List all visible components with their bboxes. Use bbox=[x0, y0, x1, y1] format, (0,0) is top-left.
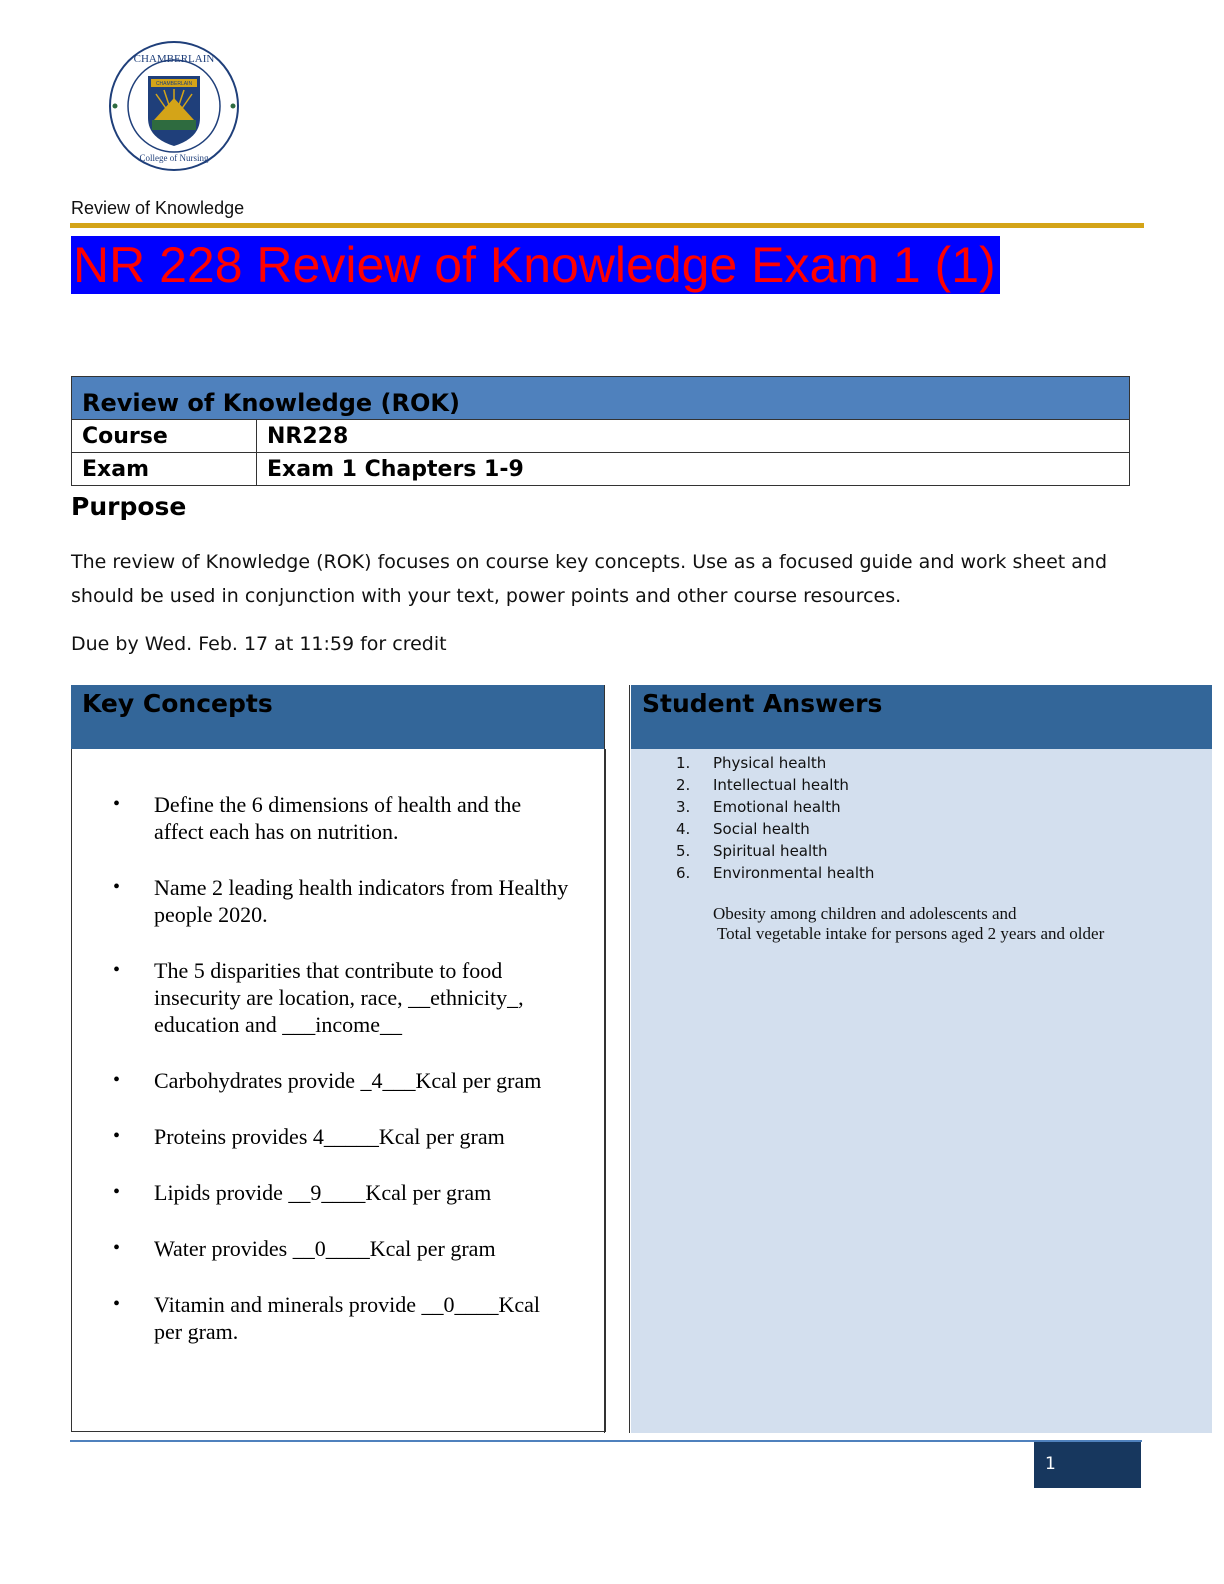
info-table-value: Exam 1 Chapters 1-9 bbox=[257, 453, 1130, 486]
student-answers-panel bbox=[631, 749, 1212, 1433]
student-answers-heading: Student Answers bbox=[642, 689, 883, 718]
key-concepts-header bbox=[71, 685, 607, 749]
list-item: • Name 2 leading health indicators from Healthy people 2020. bbox=[113, 874, 573, 928]
key-concepts-panel bbox=[71, 749, 606, 1432]
list-item bbox=[676, 774, 874, 796]
info-table-header-row bbox=[72, 377, 1130, 420]
student-answers-header bbox=[631, 685, 1212, 749]
list-item: • Proteins provides 4_____Kcal per gram bbox=[113, 1123, 573, 1150]
chamberlain-logo bbox=[108, 40, 240, 172]
list-item: • The 5 disparities that contribute to food insecurity are location, race, __ethnicity_, education and ___income__ bbox=[113, 957, 573, 1038]
list-number: 6. bbox=[676, 864, 691, 882]
list-text: Emotional health bbox=[713, 798, 841, 816]
footer-rule bbox=[70, 1440, 1142, 1442]
key-concepts-list bbox=[113, 791, 573, 1345]
health-indicators-answer bbox=[713, 904, 1104, 944]
column-divider bbox=[604, 685, 630, 1433]
list-item bbox=[676, 752, 874, 774]
header-label: Review of Knowledge bbox=[71, 198, 245, 218]
list-number: 1. bbox=[676, 754, 691, 772]
header-rule bbox=[70, 223, 1144, 228]
answer-line: Obesity among children and adolescents and bbox=[713, 904, 1017, 923]
svg-text:CHAMBERLAIN: CHAMBERLAIN bbox=[155, 81, 193, 87]
list-item bbox=[676, 862, 874, 884]
list-number: 3. bbox=[676, 798, 691, 816]
list-item: • Vitamin and minerals provide __0____Kcal per gram. bbox=[113, 1291, 573, 1345]
info-table-heading: Review of Knowledge (ROK) bbox=[72, 377, 1130, 420]
due-date-text: Due by Wed. Feb. 17 at 11:59 for credit bbox=[71, 633, 447, 655]
list-number: 4. bbox=[676, 820, 691, 838]
svg-text:College of Nursing: College of Nursing bbox=[139, 153, 209, 163]
info-table-label: Exam bbox=[72, 453, 257, 486]
info-table bbox=[71, 376, 1130, 486]
page-number-box bbox=[1034, 1442, 1141, 1488]
page-title: NR 228 Review of Knowledge Exam 1 (1) bbox=[71, 236, 1000, 294]
page-number: 1 bbox=[1045, 1454, 1056, 1474]
health-dimensions-list bbox=[676, 752, 874, 884]
list-number: 2. bbox=[676, 776, 691, 794]
list-text: Social health bbox=[713, 820, 810, 838]
info-table-row bbox=[72, 453, 1130, 486]
list-text: Intellectual health bbox=[713, 776, 849, 794]
list-item bbox=[676, 840, 874, 862]
answer-line: Total vegetable intake for persons aged 2 years and older bbox=[713, 924, 1105, 943]
list-item bbox=[676, 818, 874, 840]
svg-text:CHAMBERLAIN: CHAMBERLAIN bbox=[133, 53, 215, 65]
list-item: • Water provides __0____Kcal per gram bbox=[113, 1235, 573, 1262]
purpose-text: The review of Knowledge (ROK) focuses on course key concepts. Use as a focused guide and work sheet and should be used in conjunction with your text, power points and other course resources. bbox=[71, 551, 1108, 607]
list-text: Environmental health bbox=[713, 864, 875, 882]
list-item: • Define the 6 dimensions of health and the affect each has on nutrition. bbox=[113, 791, 573, 845]
list-number: 5. bbox=[676, 842, 691, 860]
info-table-label: Course bbox=[72, 420, 257, 453]
list-item bbox=[676, 796, 874, 818]
purpose-heading: Purpose bbox=[71, 492, 187, 521]
list-item: • Carbohydrates provide _4___Kcal per gram bbox=[113, 1067, 573, 1094]
list-text: Spiritual health bbox=[713, 842, 828, 860]
info-table-row bbox=[72, 420, 1130, 453]
info-table-value: NR228 bbox=[257, 420, 1130, 453]
list-text: Physical health bbox=[713, 754, 827, 772]
key-concepts-heading: Key Concepts bbox=[82, 689, 273, 718]
list-item: • Lipids provide __9____Kcal per gram bbox=[113, 1179, 573, 1206]
